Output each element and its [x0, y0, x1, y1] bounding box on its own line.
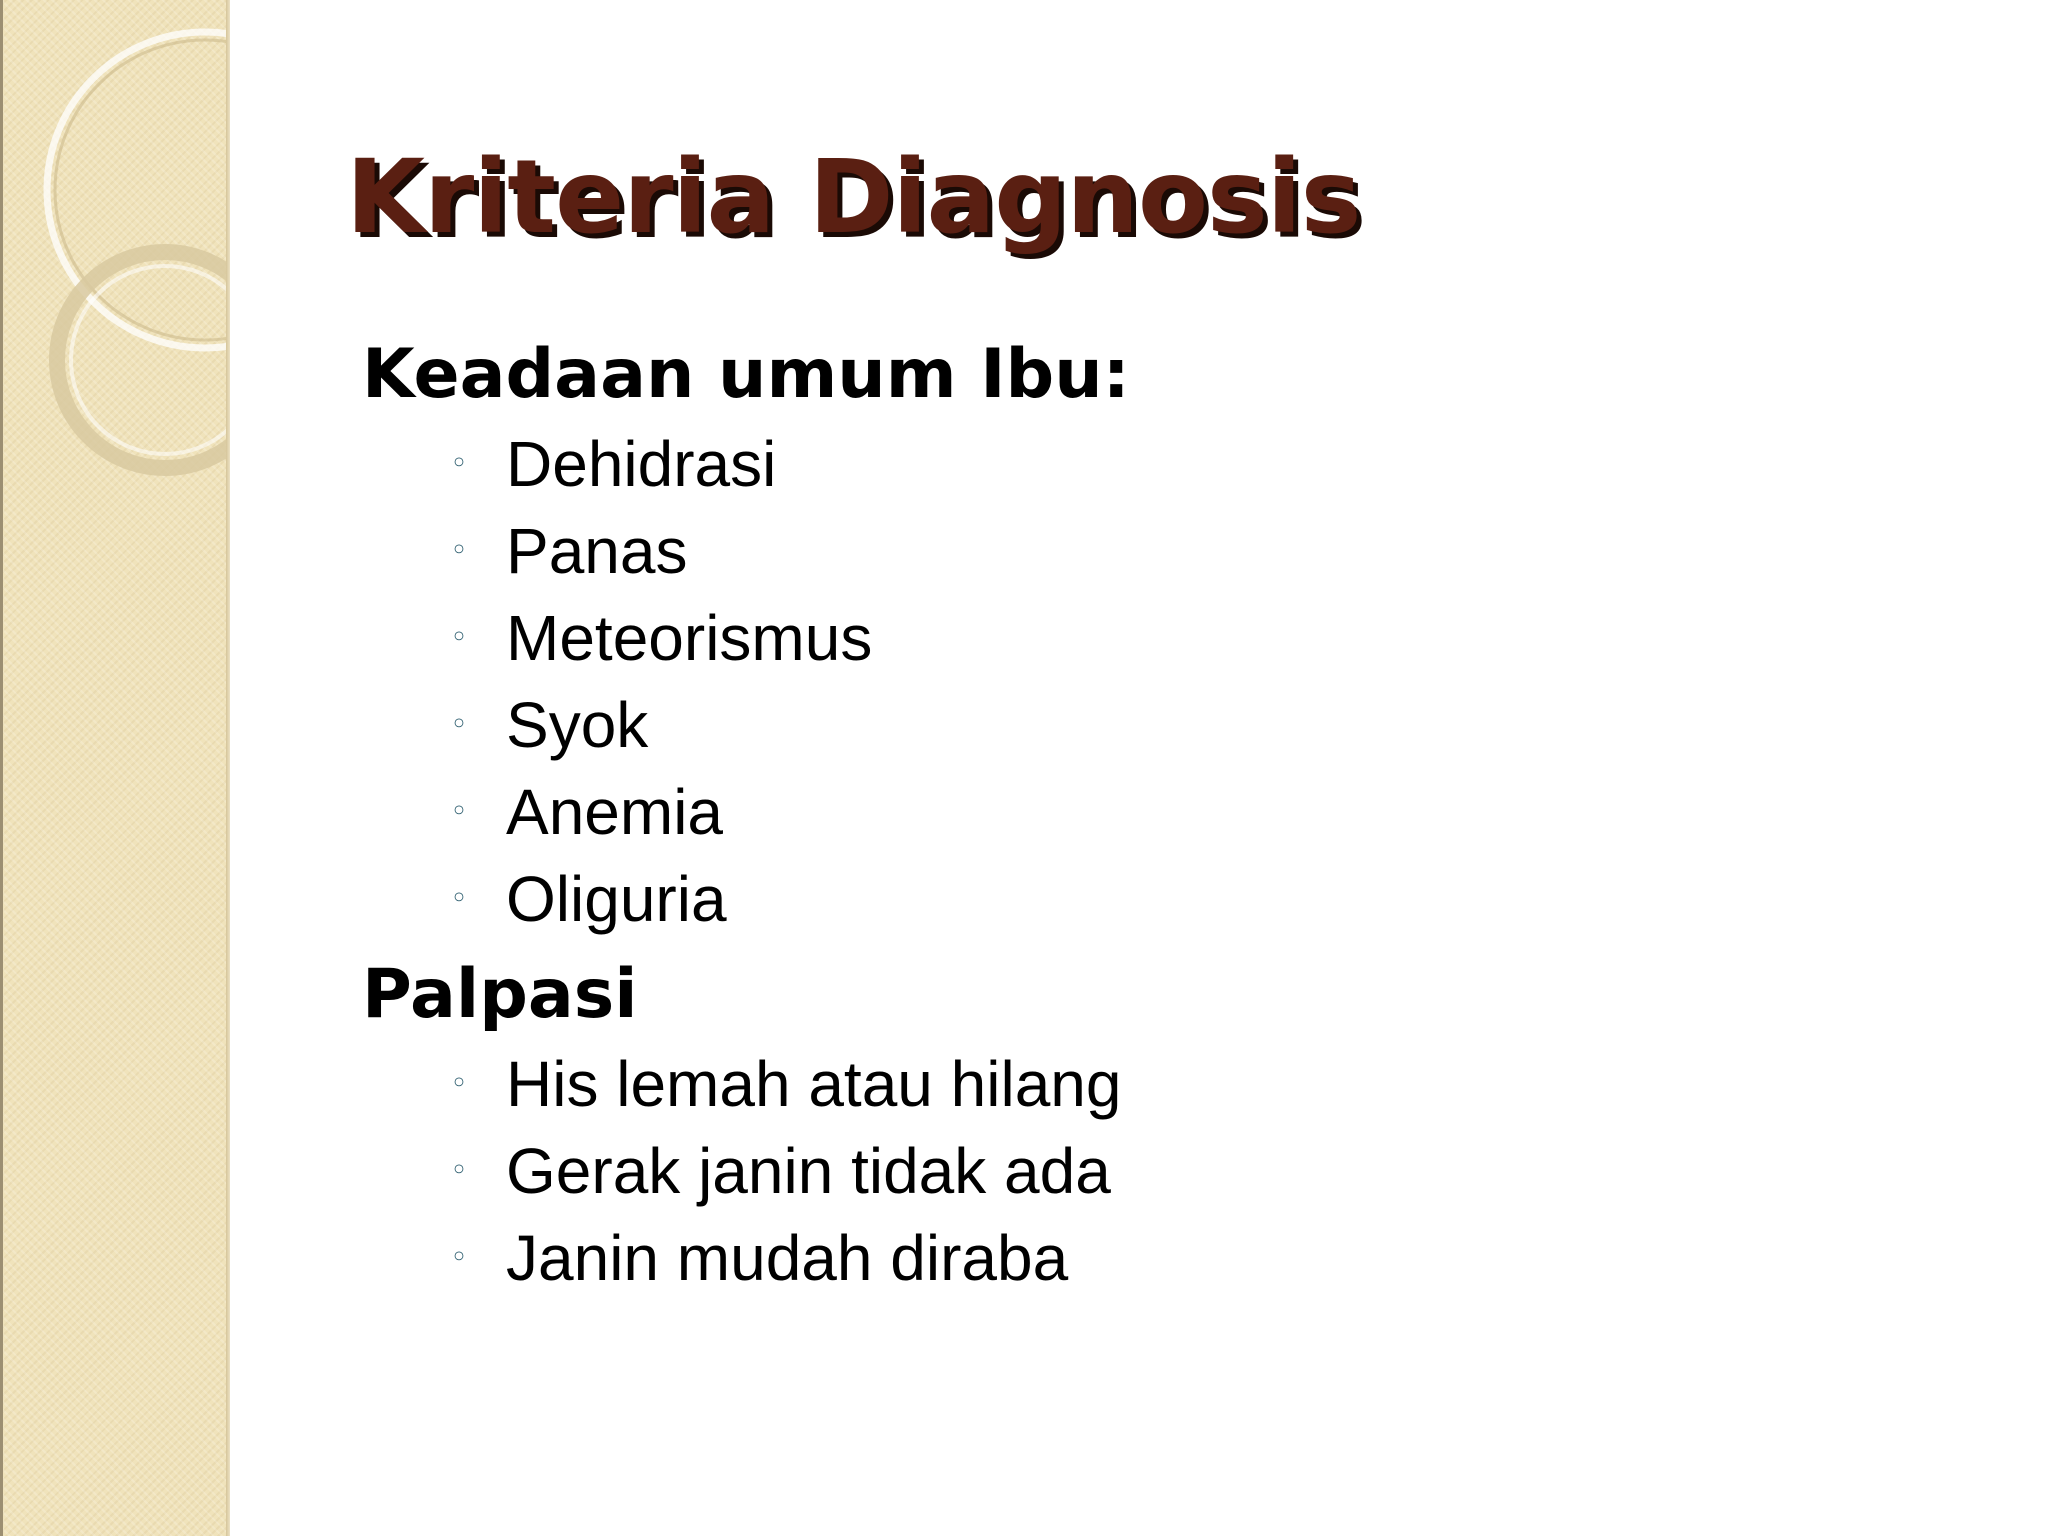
bullet-circle-icon: ◦ — [450, 619, 468, 655]
bullet-circle-icon: ◦ — [450, 1152, 468, 1188]
list-item-text: Oliguria — [506, 862, 727, 935]
list-item-text: Anemia — [506, 775, 723, 848]
palpasi-list — [434, 1040, 1962, 1301]
list-item-text: Dehidrasi — [506, 427, 777, 500]
keadaan-umum-list — [434, 420, 1962, 942]
sidebar-divider — [226, 0, 230, 1536]
list-item — [434, 507, 1962, 594]
bullet-circle-icon: ◦ — [450, 445, 468, 481]
small-ring-inner — [71, 266, 228, 454]
slide-title: Kriteria Diagnosis — [346, 138, 1361, 257]
bullet-circle-icon: ◦ — [450, 1239, 468, 1275]
decorative-sidebar — [0, 0, 228, 1536]
section-heading-keadaan-umum: Keadaan umum Ibu: — [362, 335, 1130, 414]
bullet-circle-icon: ◦ — [450, 706, 468, 742]
section-heading-palpasi: Palpasi — [362, 955, 638, 1034]
list-item — [434, 594, 1962, 681]
bullet-circle-icon: ◦ — [450, 1065, 468, 1101]
slide-content — [362, 330, 1962, 1301]
list-item — [434, 855, 1962, 942]
bullet-circle-icon: ◦ — [450, 793, 468, 829]
list-item — [434, 1214, 1962, 1301]
list-item-text: Syok — [506, 688, 649, 761]
list-item-text: His lemah atau hilang — [506, 1047, 1122, 1120]
small-ring — [57, 252, 228, 468]
decorative-rings — [0, 0, 228, 520]
list-item — [434, 768, 1962, 855]
list-item — [434, 681, 1962, 768]
list-item — [434, 1127, 1962, 1214]
list-item-text: Meteorismus — [506, 601, 873, 674]
list-item-text: Gerak janin tidak ada — [506, 1134, 1111, 1207]
bullet-circle-icon: ◦ — [450, 532, 468, 568]
list-item-text: Janin mudah diraba — [506, 1221, 1069, 1294]
bullet-circle-icon: ◦ — [450, 880, 468, 916]
list-item — [434, 1040, 1962, 1127]
list-item-text: Panas — [506, 514, 688, 587]
list-item — [434, 420, 1962, 507]
